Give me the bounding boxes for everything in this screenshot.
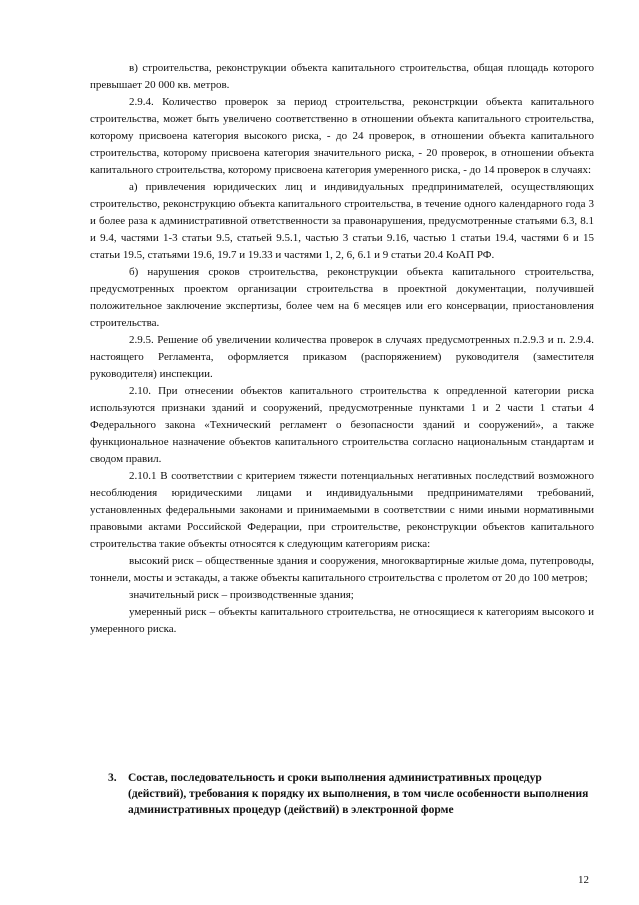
section-title: Состав, последовательность и сроки выполнения административных процедур (действий), требования к порядку их выполнения, в том числе особенности выполнения административных процедур (действий) в электронной форме <box>128 772 589 816</box>
paragraph-2-9-4-b: б) нарушения сроков строительства, реконструкции объекта капитального строительства, предусмотренных проектом организации строительства в проектной документации, получившей положительное заключение экспертизы, более чем на 6 месяцев или его консервации, приостановления строительства. <box>90 266 594 329</box>
page-number: 12 <box>578 874 589 886</box>
paragraph-high-risk: высокий риск – общественные здания и сооружения, многоквартирные жилые дома, путепроводы, тоннели, мосты и эстакады, а также объекты капитального строительства с пролетом от 20 до 100 метров; <box>90 555 594 584</box>
paragraph-2-10: 2.10. При отнесении объектов капитального строительства к опредленной категории риска используются признаки зданий и сооружений, предусмотренные пунктами 1 и 2 части 1 статьи 4 Федерального закона «Технический регламент о безопасности зданий и сооружений», а также функциональное назначение объектов капитального строительства согласно национальным стандартам и сводом правил. <box>90 385 594 465</box>
paragraph-2-9-5: 2.9.5. Решение об увеличении количества проверок в случаях предусмотренных п.2.9.3 и п. 2.9.4. настоящего Регламента, оформляется приказом (распоряжением) руководителя (заместителя руководителя) инспекции. <box>90 334 594 380</box>
section-heading <box>90 770 594 818</box>
paragraph-significant-risk: значительный риск – производственные здания; <box>129 589 354 601</box>
section-number: 3. <box>108 772 117 784</box>
paragraph-2-9-4-a: а) привлечения юридических лиц и индивидуальных предпринимателей, осуществляющих строительство, реконструкцию объекта капитального строительства, в течение одного календарного года 3 и более раза к административной ответственности за правонарушения, предусмотренные статьями 6.3, 8.1 и 9.4, частями 1-3 статьи 9.5, статьей 9.5.1, частью 3 статьи 9.16, частью 1 статьи 19.4, частями 6 и 15 статьи 19.5, статьями 19.6, 19.7 и 19.33 и частями 1, 2, 6, 6.1 и 9 статьи 20.4 КоАП РФ. <box>90 181 594 261</box>
body-text <box>90 60 594 638</box>
paragraph-moderate-risk: умеренный риск – объекты капитального строительства, не относящиеся к категориям высокого и умеренного риска. <box>90 606 594 635</box>
paragraph-2-9-4: 2.9.4. Количество проверок за период строительства, реконстркции объекта капитального строительства, может быть увеличено соответственно в отношении объекта капитального строительства, которому присвоена категория высокого риска, - до 24 проверок, в отношении объекта капитального строительства, которому присвоена категория значительного риска, - 20 проверок, в отношении объекта капитального строительства, которому присвоена категория умеренного риска, - до 14 проверок в случаях: <box>90 96 594 176</box>
paragraph-2-9-3-v: в) строительства, реконструкции объекта капитального строительства, общая площадь которого превышает 20 000 кв. метров. <box>90 62 594 91</box>
paragraph-2-10-1: 2.10.1 В соответствии с критерием тяжести потенциальных негативных последствий возможного несоблюдения юридическими лицами и индивидуальными предпринимателями требований, установленных федеральными законами и принимаемыми в соответствии с ними иными нормативными правовыми актами Российской Федерации, при строительстве, реконструкции объектов капитального строительства такие объекты относятся к следующим категориям риска: <box>90 470 594 550</box>
